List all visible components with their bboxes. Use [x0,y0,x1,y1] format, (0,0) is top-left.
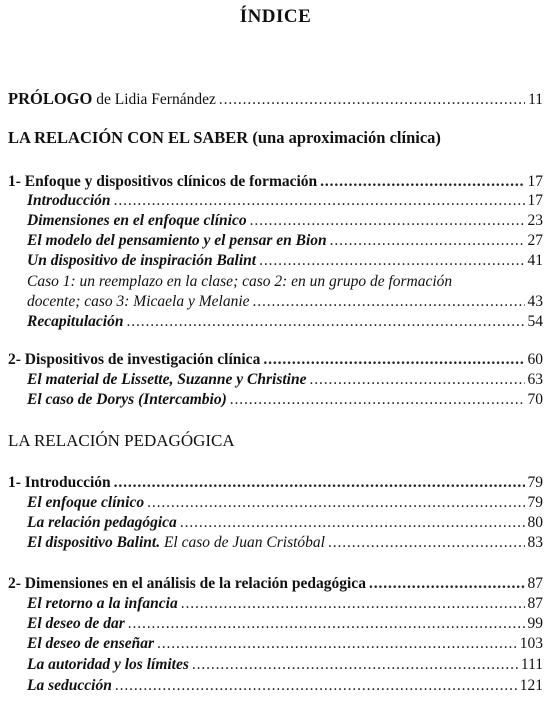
entry-title: El caso de Dorys (Intercambio) [27,391,227,408]
dot-leader [115,676,517,696]
toc-entry[interactable] [27,614,543,634]
part-heading-pedagogica: LA RELACIÓN PEDAGÓGICA [8,431,235,450]
toc-entry[interactable] [27,634,543,654]
dot-leader [126,312,524,332]
toc-chapter-dimensiones[interactable] [8,574,543,594]
page-number: 111 [520,656,543,673]
chapter-title: 1- Introducción [8,474,111,491]
chapter-title: 2- Dispositivos de investigación clínica [8,351,261,368]
page-number: 70 [527,391,543,408]
toc-entry[interactable] [27,211,543,231]
page-number: 79 [527,474,543,491]
entry-subtitle: El caso de Juan Cristóbal [160,534,325,551]
dot-leader [259,251,524,271]
toc-entry[interactable] [27,390,543,410]
entry-title: La seducción [27,677,112,694]
page-number: 23 [527,212,543,229]
entry-title: Introducción [27,192,111,209]
toc-entry[interactable] [27,655,543,675]
toc-entry[interactable] [27,370,543,390]
dot-leader [219,90,525,110]
chapter-title: 1- Enfoque y dispositivos clínicos de formación [8,173,318,190]
entry-title: La autoridad y los límites [27,656,189,673]
entry-title: Recapitulación [27,313,124,330]
dot-leader [309,370,524,390]
page-number: 27 [527,232,543,249]
entry-title: El enfoque clínico [27,494,145,511]
dot-leader [114,473,525,493]
prologo-label: PRÓLOGO [8,89,93,108]
page-number: 83 [527,534,543,551]
toc-entry-casos-line1[interactable]: Caso 1: un reemplazo en la clase; caso 2: en un grupo de formación [27,273,453,290]
page-number: 87 [527,575,543,592]
dot-leader [114,191,525,211]
page-number: 121 [519,677,543,694]
entry-title: Dimensiones en el enfoque clínico [27,212,247,229]
toc-entry-balint[interactable] [27,533,543,553]
toc-entry[interactable] [27,312,543,332]
entry-title: El material de Lissette, Suzanne y Christine [27,371,307,388]
dot-leader [157,634,517,654]
toc-entry[interactable] [27,251,543,271]
dot-leader [180,513,525,533]
dot-leader [230,390,525,410]
dot-leader [147,493,524,513]
page-number: 63 [527,371,543,388]
toc-entry[interactable] [27,231,543,251]
dot-leader [181,594,525,614]
toc-entry-prologo[interactable] [8,89,543,110]
dot-leader [263,350,524,370]
toc-entry-casos-line2[interactable] [27,292,543,312]
dot-leader [250,211,525,231]
chapter-title: 2- Dimensiones en el análisis de la relación pedagógica [8,575,366,592]
dot-leader [320,172,524,192]
toc-entry[interactable] [27,676,543,696]
dot-leader [192,655,518,675]
page-number: 99 [527,615,543,632]
toc-entry[interactable] [27,191,543,211]
prologo-author: de Lidia Fernández [92,91,216,108]
page-number: 79 [527,494,543,511]
page-number: 80 [527,514,543,531]
entry-title: docente; caso 3: Micaela y Melanie [27,293,250,310]
toc-chapter-investigacion[interactable] [8,350,543,370]
page-number: 11 [528,91,543,108]
page-number: 103 [519,635,543,652]
page-number: 17 [527,192,543,209]
page-number: 41 [527,252,543,269]
entry-title: La relación pedagógica [27,514,177,531]
page-number: 54 [527,313,543,330]
toc-entry[interactable] [27,493,543,513]
toc-chapter-enfoque[interactable] [8,172,543,192]
toc-entry[interactable] [27,513,543,533]
entry-title: Un dispositivo de inspiración Balint [27,252,257,269]
page-number: 43 [527,293,543,310]
dot-leader [369,574,525,594]
dot-leader [330,231,525,251]
page-title: ÍNDICE [239,6,312,27]
toc-entry[interactable] [27,594,543,614]
page-number: 87 [527,595,543,612]
toc-chapter-introduccion[interactable] [8,473,543,493]
part-heading-saber: LA RELACIÓN CON EL SABER (una aproximación clínica) [8,128,441,147]
dot-leader [328,533,525,553]
entry-title: El deseo de enseñar [27,635,155,652]
page-number: 60 [527,351,543,368]
dot-leader [128,614,525,634]
entry-title: El dispositivo Balint. [27,534,161,551]
entry-title: El modelo del pensamiento y el pensar en Bion [27,232,327,249]
page-number: 17 [527,173,543,190]
entry-title: El deseo de dar [27,615,125,632]
entry-title: El retorno a la infancia [27,595,178,612]
dot-leader [253,292,525,312]
